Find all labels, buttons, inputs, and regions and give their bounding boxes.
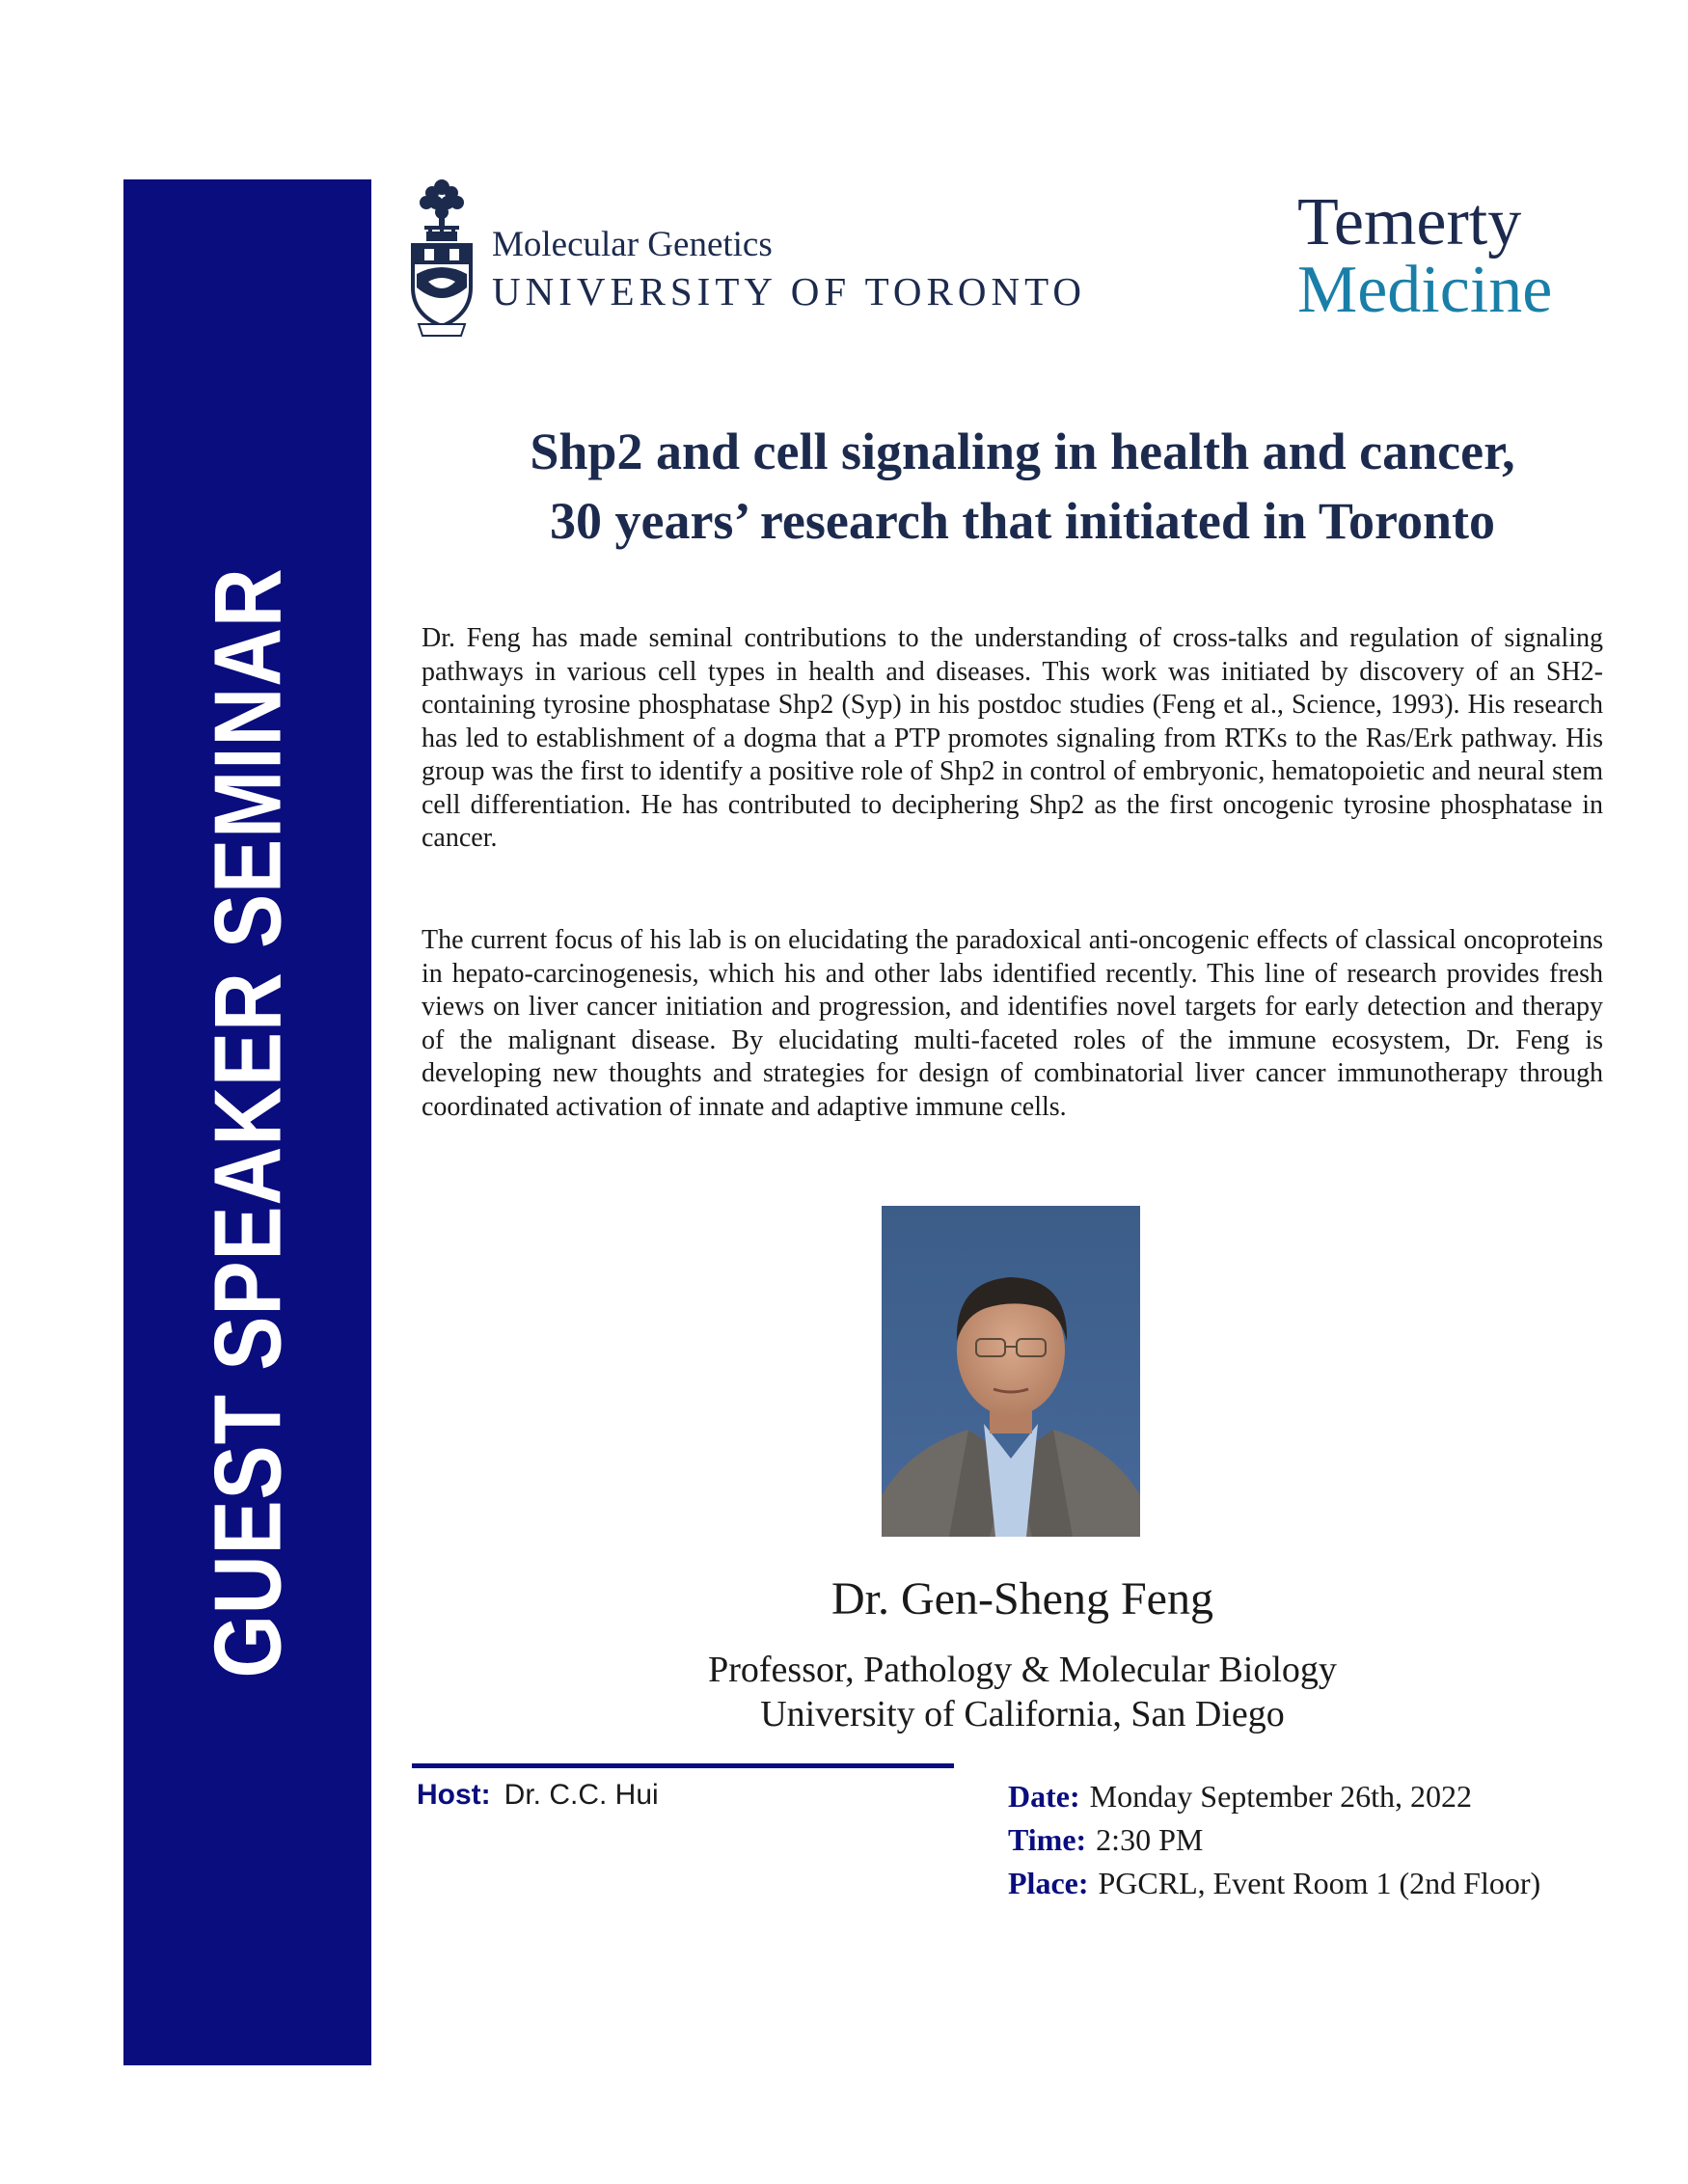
speaker-institution: University of California, San Diego	[760, 1694, 1285, 1734]
temerty-logo-line1: Temerty	[1297, 185, 1522, 259]
date-row	[1008, 1775, 1540, 1818]
time-row	[1008, 1818, 1540, 1862]
title-line-2: 30 years’ research that initiated in Toronto	[550, 492, 1495, 550]
abstract-paragraph-2: The current focus of his lab is on elucidating the paradoxical anti-oncogenic effects of classical oncoproteins in hepato-carcinogenesis, which his and other labs identified recently. This line of research provides fresh views on liver cancer initiation and progression, and identifies novel targets for early detection and therapy of the malignant disease. By elucidating multi-faceted roles of the immune ecosystem, Dr. Feng is developing new thoughts and strategies for design of combinatorial liver cancer immunotherapy through coordinated activation of innate and adaptive immune cells.	[422, 925, 1603, 1122]
temerty-medicine-logo	[1297, 185, 1553, 327]
crest-icon	[407, 174, 476, 338]
vertical-banner	[123, 179, 371, 2065]
seminar-title	[415, 417, 1630, 556]
host-value: Dr. C.C. Hui	[504, 1779, 659, 1811]
event-details	[1008, 1775, 1540, 1905]
university-name: UNIVERSITY OF TORONTO	[492, 269, 1087, 314]
title-line-1: Shp2 and cell signaling in health and cancer,	[530, 423, 1515, 480]
divider-line	[412, 1763, 954, 1768]
speaker-position: Professor, Pathology & Molecular Biology	[708, 1650, 1337, 1690]
uoft-logo	[407, 174, 1140, 338]
time-label: Time:	[1008, 1822, 1087, 1857]
host-info	[417, 1779, 659, 1812]
speaker-name: Dr. Gen-Sheng Feng	[831, 1573, 1213, 1624]
speaker-photo	[882, 1206, 1140, 1537]
time-value: 2:30 PM	[1096, 1822, 1204, 1857]
abstract-paragraph-1: Dr. Feng has made seminal contributions to the understanding of cross-talks and regulation of signaling pathways in various cell types in health and diseases. This work was initiated by discovery of an SH2-containing tyrosine phosphatase Shp2 (Syp) in his postdoc studies (Feng et al., Science, 1993). His research has led to establishment of a dogma that a PTP promotes signaling from RTKs to the Ras/Erk pathway. His group was the first to identify a positive role of Shp2 in control of embryonic, hematopoietic and neural stem cell differentiation. He has contributed to deciphering Shp2 as the first oncogenic tyrosine phosphatase in cancer.	[422, 623, 1603, 853]
place-value: PGCRL, Event Room 1 (2nd Floor)	[1098, 1866, 1541, 1900]
host-label: Host:	[417, 1779, 491, 1811]
banner-title: GUEST SPEAKER SEMINAR	[194, 566, 300, 1679]
temerty-logo-line2: Medicine	[1297, 253, 1553, 327]
date-value: Monday September 26th, 2022	[1089, 1779, 1473, 1814]
place-row	[1008, 1862, 1540, 1905]
speaker-portrait-icon	[882, 1206, 1140, 1537]
place-label: Place:	[1008, 1866, 1089, 1900]
speaker-affiliation	[415, 1648, 1630, 1736]
date-label: Date:	[1008, 1779, 1080, 1814]
department-name: Molecular Genetics	[492, 225, 773, 264]
